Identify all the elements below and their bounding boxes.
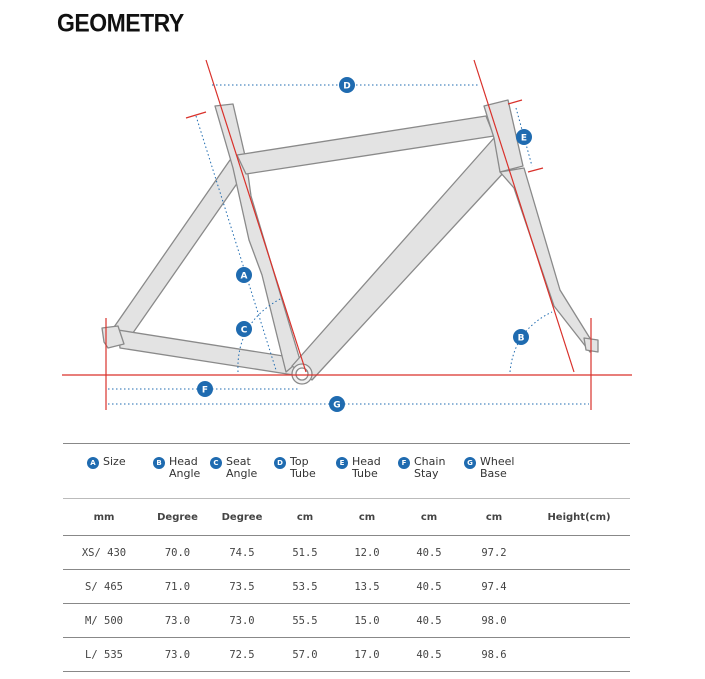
seat-tube xyxy=(215,104,300,372)
head-tick-bottom xyxy=(528,168,543,172)
table-cell xyxy=(528,570,630,604)
header-head-tube: E Head Tube xyxy=(336,444,398,499)
table-cell xyxy=(528,536,630,570)
table-cell: 40.5 xyxy=(416,614,442,627)
table-cell: 73.0 xyxy=(164,614,191,627)
svg-text:C: C xyxy=(240,325,248,336)
svg-text:D: D xyxy=(343,81,351,92)
table-row xyxy=(63,536,630,570)
table-cell: 13.5 xyxy=(354,580,380,593)
chain-stay xyxy=(118,330,300,376)
down-tube xyxy=(292,138,506,380)
svg-text:A: A xyxy=(240,271,248,282)
header-badge: A xyxy=(87,457,99,469)
table-row xyxy=(63,638,630,672)
unit-cell: Degree xyxy=(221,511,263,523)
badge-b xyxy=(513,329,529,345)
table-cell: S/ 465 xyxy=(85,580,123,593)
seat-stay xyxy=(112,160,245,340)
svg-text:F: F xyxy=(201,385,209,396)
badge-c xyxy=(236,321,252,337)
table-cell xyxy=(528,604,630,638)
table-cell: 17.0 xyxy=(354,648,380,661)
header-badge: F xyxy=(398,457,410,469)
steering-axis-line xyxy=(474,60,574,372)
seat-axis-line xyxy=(206,60,306,372)
table-cell: 74.5 xyxy=(229,546,255,559)
table-cell: 40.5 xyxy=(416,648,442,661)
header-empty xyxy=(528,444,630,499)
badge-e xyxy=(516,129,532,145)
header-head-angle: B Head Angle xyxy=(145,444,210,499)
top-tube xyxy=(237,116,494,174)
unit-cell: Degree xyxy=(157,511,198,523)
unit-cell: cm xyxy=(485,511,503,523)
table-cell: 98.0 xyxy=(481,614,507,627)
guide-lines xyxy=(62,60,632,410)
table-cell: 73.0 xyxy=(164,648,191,661)
head-tick-top xyxy=(508,100,522,104)
header-badge: B xyxy=(153,457,165,469)
table-row xyxy=(63,604,630,638)
header-badge: E xyxy=(336,457,348,469)
table-cell: 53.5 xyxy=(292,580,318,593)
header-badge: G xyxy=(464,457,476,469)
table-cell: 40.5 xyxy=(416,546,442,559)
header-size: A Size xyxy=(63,444,145,499)
unit-cell: cm xyxy=(296,511,314,523)
header-badge: D xyxy=(274,457,286,469)
svg-text:B: B xyxy=(517,333,525,344)
fork xyxy=(500,168,596,352)
table-cell: 97.4 xyxy=(481,580,507,593)
header-top-tube: D Top Tube xyxy=(274,444,336,499)
page-title: GEOMETRY xyxy=(57,8,184,38)
table-cell: 70.0 xyxy=(164,546,191,559)
table-cell: 51.5 xyxy=(292,546,318,559)
table-cell: 73.5 xyxy=(229,580,255,593)
table-cell: 97.2 xyxy=(481,546,507,559)
table-units-row xyxy=(63,499,630,536)
svg-text:E: E xyxy=(520,133,528,144)
table-cell: L/ 535 xyxy=(85,648,123,661)
svg-text:G: G xyxy=(333,400,341,411)
header-chain-stay: F Chain Stay xyxy=(398,444,460,499)
table-cell: 72.5 xyxy=(229,648,255,661)
badge-g xyxy=(329,396,345,412)
geometry-table xyxy=(63,443,630,672)
unit-cell: mm xyxy=(93,511,115,523)
table-cell xyxy=(528,638,630,672)
table-row xyxy=(63,570,630,604)
unit-cell: cm xyxy=(420,511,438,523)
badge-d xyxy=(339,77,355,93)
table-header-row xyxy=(63,444,630,499)
table-cell: 55.5 xyxy=(292,614,318,627)
table-cell: 40.5 xyxy=(416,580,442,593)
unit-cell: cm xyxy=(358,511,376,523)
table-cell: 71.0 xyxy=(164,580,191,593)
header-wheel-base: G Wheel Base xyxy=(460,444,528,499)
unit-cell: Height(cm) xyxy=(547,511,611,523)
badge-f xyxy=(197,381,213,397)
table-cell: XS/ 430 xyxy=(81,546,127,559)
header-seat-angle: C Seat Angle xyxy=(210,444,274,499)
table-cell: 57.0 xyxy=(292,648,318,661)
badge-a xyxy=(236,267,252,283)
table-cell: 15.0 xyxy=(354,614,380,627)
table-cell: M/ 500 xyxy=(85,614,123,627)
table-cell: 12.0 xyxy=(354,546,380,559)
table-cell: 73.0 xyxy=(229,614,255,627)
table-cell: 98.6 xyxy=(481,648,507,661)
header-badge: C xyxy=(210,457,222,469)
